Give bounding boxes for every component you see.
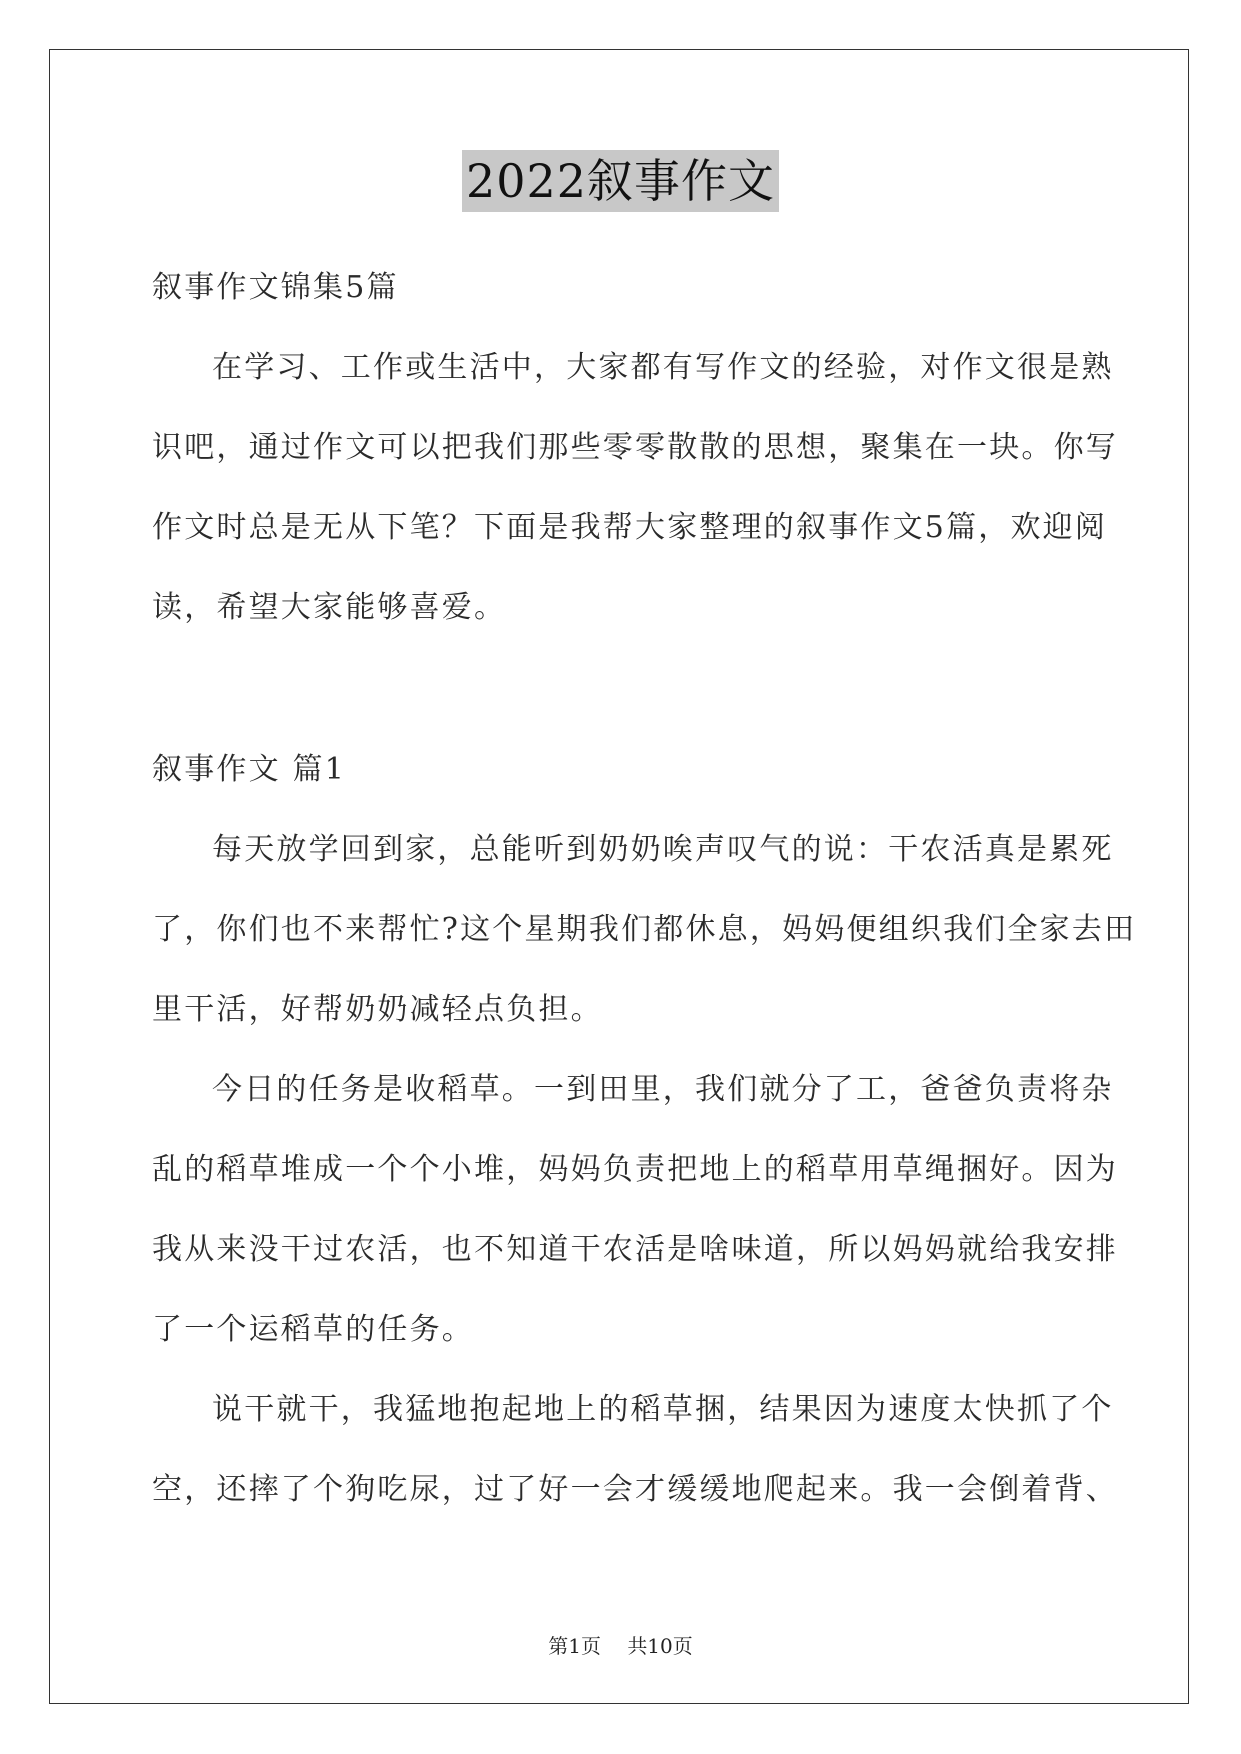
paragraph-line: 了一个运稻草的任务。 — [152, 1312, 474, 1347]
paragraph-line: 空，还摔了个狗吃尿，过了好一会才缓缓地爬起来。我一会倒着背、 — [152, 1472, 1118, 1507]
paragraph-line: 乱的稻草堆成一个个小堆，妈妈负责把地上的稻草用草绳捆好。因为 — [152, 1152, 1118, 1187]
paragraph-line: 每天放学回到家，总能听到奶奶唉声叹气的说：干农活真是累死 — [212, 832, 1114, 867]
paragraph-line: 我从来没干过农活，也不知道干农活是啥味道，所以妈妈就给我安排 — [152, 1232, 1118, 1267]
intro-line: 识吧，通过作文可以把我们那些零零散散的思想，聚集在一块。你写 — [152, 430, 1118, 465]
document-body — [152, 248, 1137, 1530]
paragraph-line: 了，你们也不来帮忙?这个星期我们都休息，妈妈便组织我们全家去田 — [152, 912, 1137, 947]
intro-line: 读，希望大家能够喜爱。 — [152, 590, 507, 625]
paragraph-line: 今日的任务是收稻草。一到田里，我们就分了工，爸爸负责将杂 — [212, 1072, 1114, 1107]
page-number: 第1页 — [548, 1634, 601, 1658]
section-heading: 叙事作文 篇1 — [152, 752, 347, 787]
intro-line: 在学习、工作或生活中，大家都有写作文的经验，对作文很是熟 — [212, 350, 1114, 385]
page-total: 共10页 — [627, 1634, 693, 1658]
section-spacer — [152, 648, 1092, 730]
title-container — [0, 150, 1241, 212]
paragraph-line: 里干活，好帮奶奶减轻点负担。 — [152, 992, 603, 1027]
intro-line: 作文时总是无从下笔？下面是我帮大家整理的叙事作文5篇，欢迎阅 — [152, 510, 1108, 545]
page-footer — [0, 1630, 1241, 1659]
document-subtitle: 叙事作文锦集5篇 — [152, 270, 399, 305]
paragraph-line: 说干就干，我猛地抱起地上的稻草捆，结果因为速度太快抓了个 — [212, 1392, 1114, 1427]
document-title: 2022叙事作文 — [462, 150, 779, 212]
